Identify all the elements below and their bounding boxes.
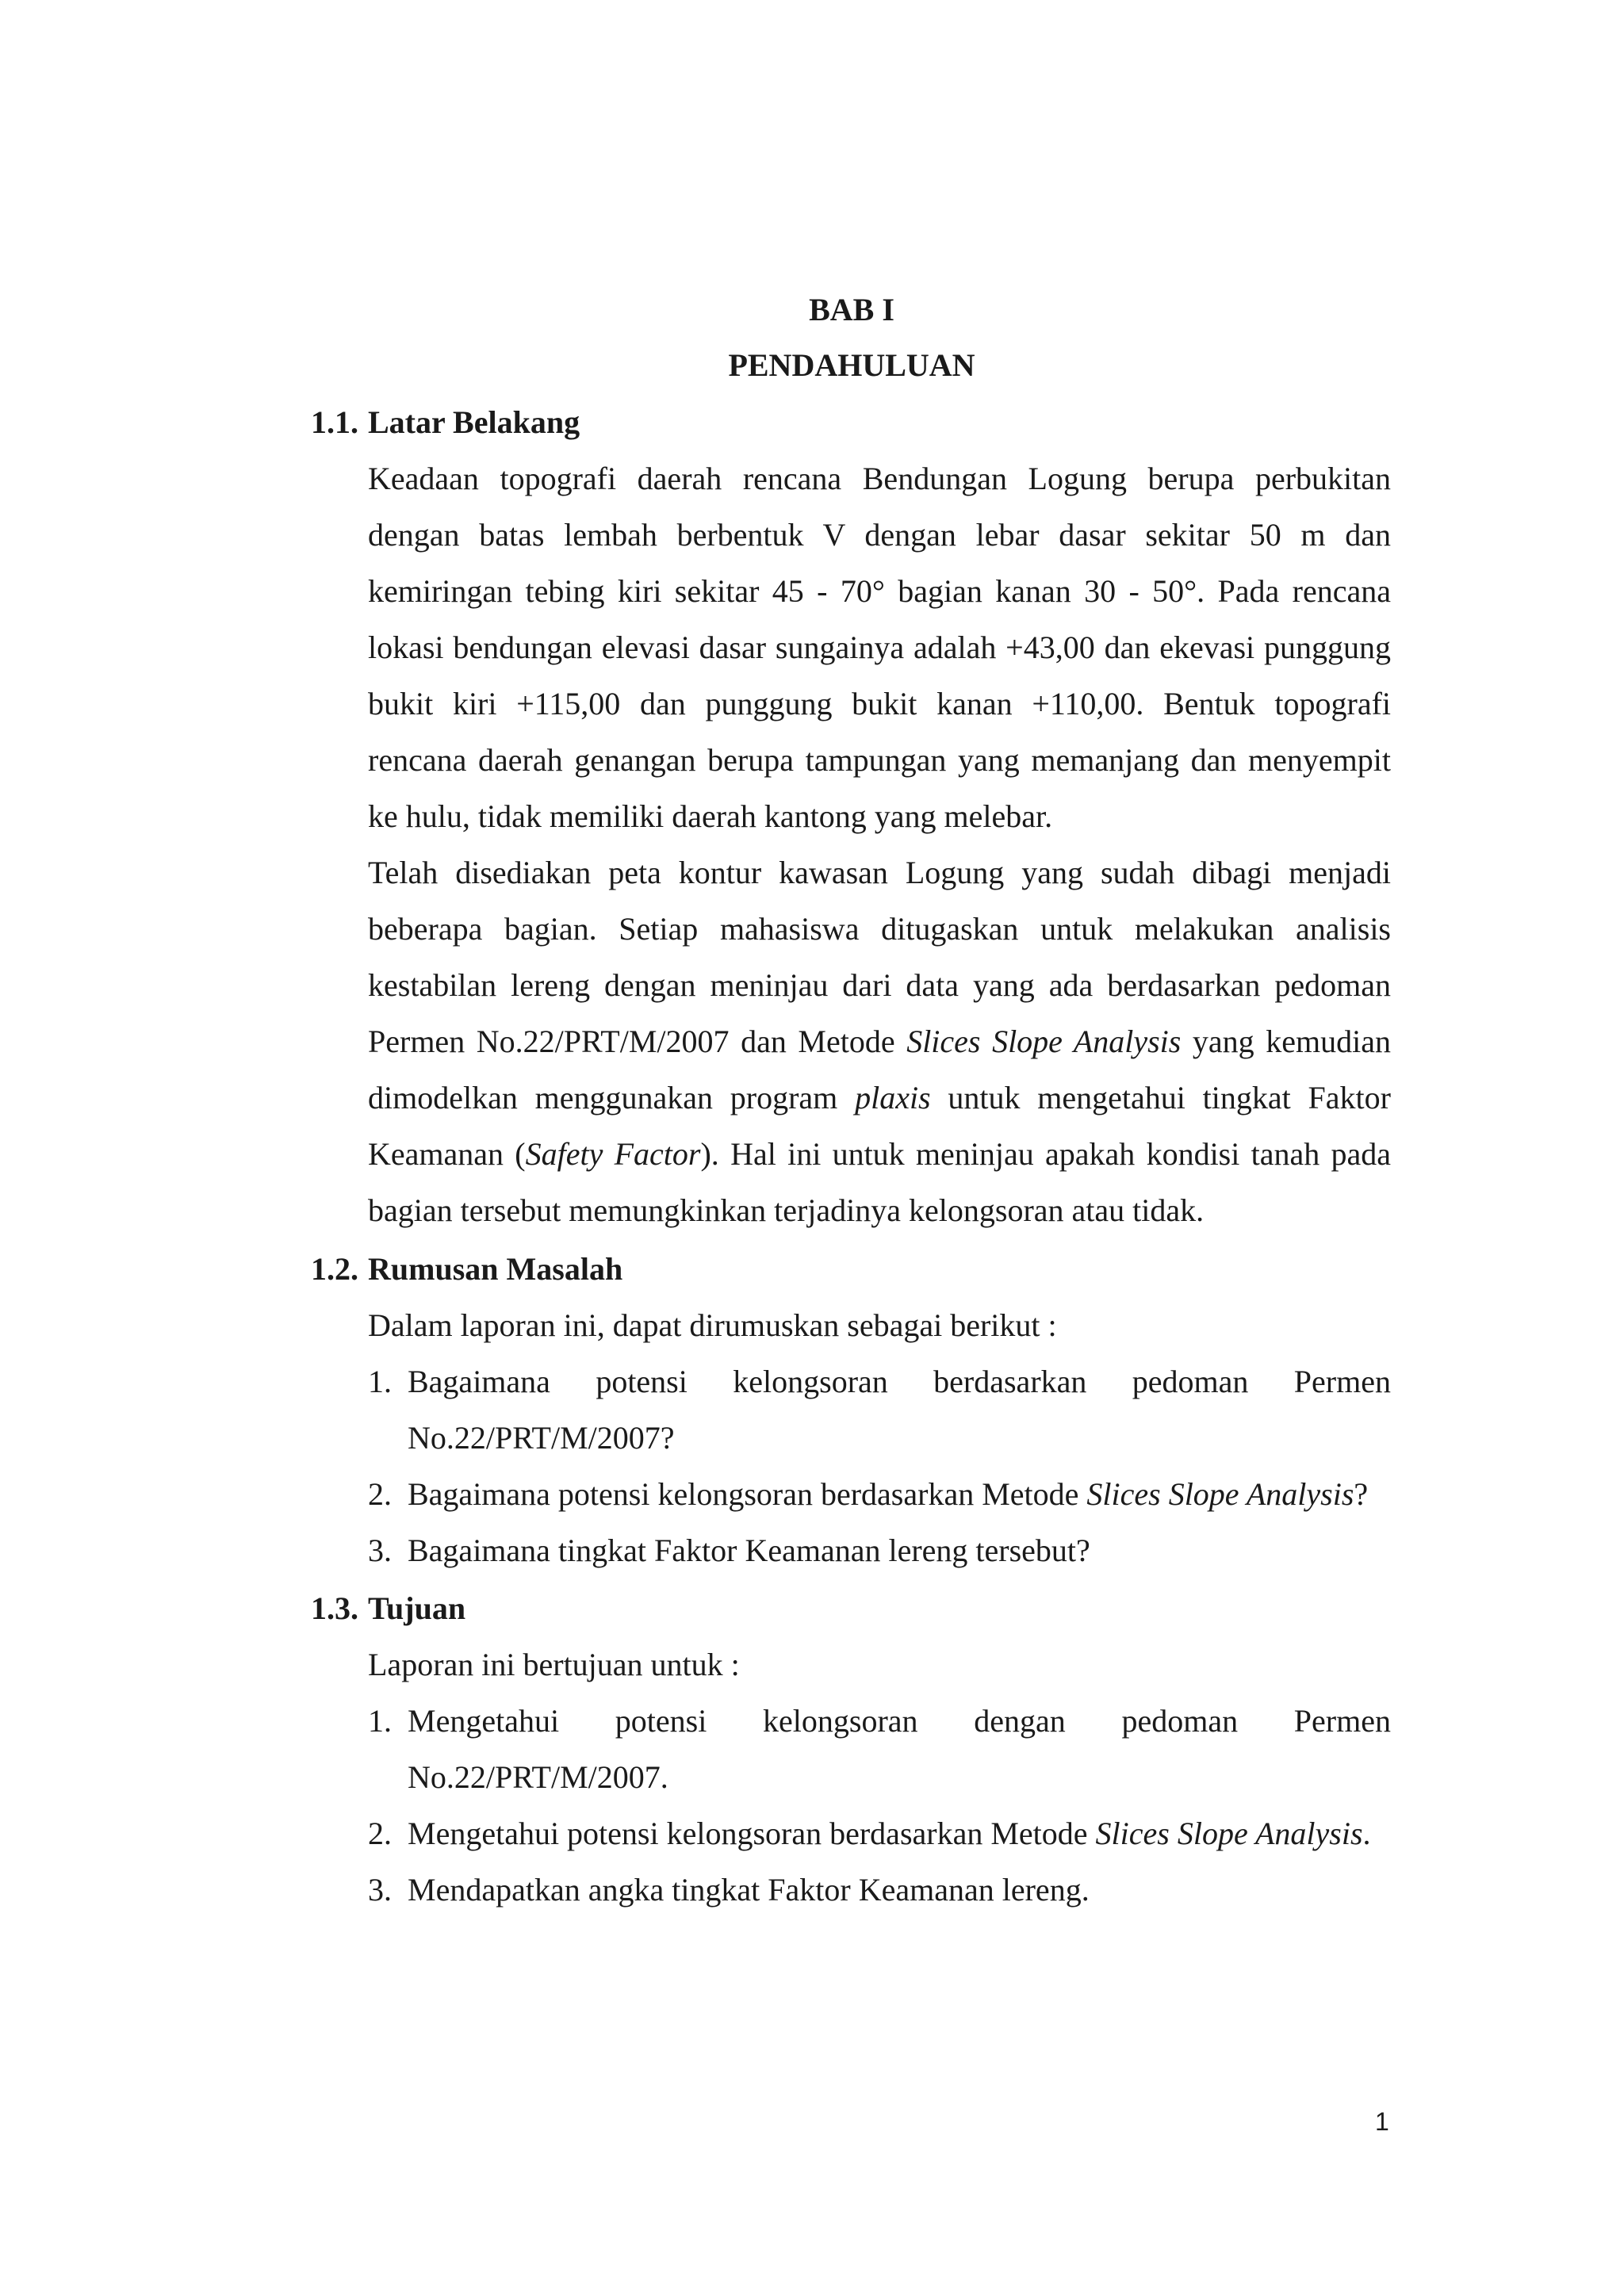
page-number: 1 xyxy=(1375,2107,1389,2136)
section-number: 1.2. xyxy=(311,1251,358,1287)
list-item xyxy=(368,1693,1391,1805)
text-run: Mengetahui potensi kelongsoran berdasarkan Metode xyxy=(408,1816,1096,1851)
text-run: dimodelkan menggunakan program xyxy=(368,1080,856,1115)
italic-term: Slices Slope Analysis xyxy=(1095,1816,1363,1851)
list-item xyxy=(368,1805,1391,1862)
italic-term: Slices Slope Analysis xyxy=(906,1024,1182,1059)
text-line: No.22/PRT/M/2007. xyxy=(408,1759,668,1795)
text-line: Keadaan topografi daerah rencana Bendungan Logung berupa perbukitan xyxy=(368,461,1391,496)
text-line: No.22/PRT/M/2007? xyxy=(408,1420,675,1456)
text-run: ? xyxy=(1354,1476,1369,1512)
text-line: rencana daerah genangan berupa tampungan yang memanjang dan menyempit xyxy=(368,742,1391,778)
text-line xyxy=(368,1013,1391,1070)
tujuan-intro: Laporan ini bertujuan untuk : xyxy=(368,1647,740,1682)
section-heading-rumusan-masalah xyxy=(311,1249,622,1289)
section-title: Rumusan Masalah xyxy=(368,1251,623,1287)
text-line: kemiringan tebing kiri sekitar 45 - 70° bagian kanan 30 - 50°. Pada rencana xyxy=(368,573,1391,609)
text-line xyxy=(408,1805,1391,1862)
section-title: Latar Belakang xyxy=(368,404,580,440)
list-number: 1. xyxy=(368,1364,392,1399)
list-item xyxy=(368,1466,1391,1522)
list-item xyxy=(368,1522,1391,1578)
list-item xyxy=(368,1862,1391,1918)
text-run: Permen No.22/PRT/M/2007 dan Metode xyxy=(368,1024,907,1059)
text-line xyxy=(368,1070,1391,1126)
rumusan-intro: Dalam laporan ini, dapat dirumuskan sebagai berikut : xyxy=(368,1307,1057,1343)
text-run: untuk mengetahui tingkat Faktor xyxy=(930,1080,1391,1115)
list-number: 2. xyxy=(368,1816,392,1851)
italic-term: Safety Factor xyxy=(525,1136,701,1172)
chapter-label: BAB I xyxy=(809,292,894,327)
list-number: 3. xyxy=(368,1872,392,1908)
section-number: 1.1. xyxy=(311,404,358,440)
section-heading-latar-belakang xyxy=(311,403,580,442)
list-number: 2. xyxy=(368,1476,392,1512)
text-line xyxy=(408,1466,1391,1522)
italic-term: plaxis xyxy=(855,1080,931,1115)
text-line: Bagaimana tingkat Faktor Keamanan lereng tersebut? xyxy=(408,1533,1090,1568)
section-number: 1.3. xyxy=(311,1590,358,1626)
text-line: Mengetahui potensi kelongsoran dengan pedoman Permen xyxy=(408,1703,1391,1739)
chapter-title: PENDAHULUAN xyxy=(728,347,975,383)
text-line: ke hulu, tidak memiliki daerah kantong yang melebar. xyxy=(368,798,1053,834)
text-line: Bagaimana potensi kelongsoran berdasarkan pedoman Permen xyxy=(408,1364,1391,1399)
section-heading-tujuan xyxy=(311,1589,465,1628)
text-run: ). Hal ini untuk meninjau apakah kondisi tanah pada xyxy=(700,1136,1392,1172)
list-item xyxy=(368,1353,1391,1466)
text-line: kestabilan lereng dengan meninjau dari data yang ada berdasarkan pedoman xyxy=(368,967,1391,1003)
rumusan-list xyxy=(368,1297,1391,1578)
text-line: Mendapatkan angka tingkat Faktor Keamanan lereng. xyxy=(408,1872,1090,1908)
tujuan-list xyxy=(368,1636,1391,1918)
text-line: Telah disediakan peta kontur kawasan Logung yang sudah dibagi menjadi xyxy=(368,855,1391,890)
text-line: bagian tersebut memungkinkan terjadinya kelongsoran atau tidak. xyxy=(368,1192,1205,1228)
italic-term: Slices Slope Analysis xyxy=(1086,1476,1354,1512)
text-line xyxy=(368,1126,1391,1182)
section-title: Tujuan xyxy=(368,1590,466,1626)
text-run: Bagaimana potensi kelongsoran berdasarkan Metode xyxy=(408,1476,1087,1512)
text-line: dengan batas lembah berbentuk V dengan lebar dasar sekitar 50 m dan xyxy=(368,517,1391,553)
text-run: . xyxy=(1362,1816,1371,1851)
paragraph-latar-belakang-1 xyxy=(368,450,1391,844)
text-line: beberapa bagian. Setiap mahasiswa ditugaskan untuk melakukan analisis xyxy=(368,911,1391,947)
text-line: lokasi bendungan elevasi dasar sungainya adalah +43,00 dan ekevasi punggung xyxy=(368,629,1391,665)
text-run: yang kemudian xyxy=(1181,1024,1391,1059)
list-number: 1. xyxy=(368,1703,392,1739)
text-run: Keamanan ( xyxy=(368,1136,526,1172)
text-line: bukit kiri +115,00 dan punggung bukit kanan +110,00. Bentuk topografi xyxy=(368,686,1391,721)
list-number: 3. xyxy=(368,1533,392,1568)
paragraph-latar-belakang-2 xyxy=(368,844,1391,1238)
